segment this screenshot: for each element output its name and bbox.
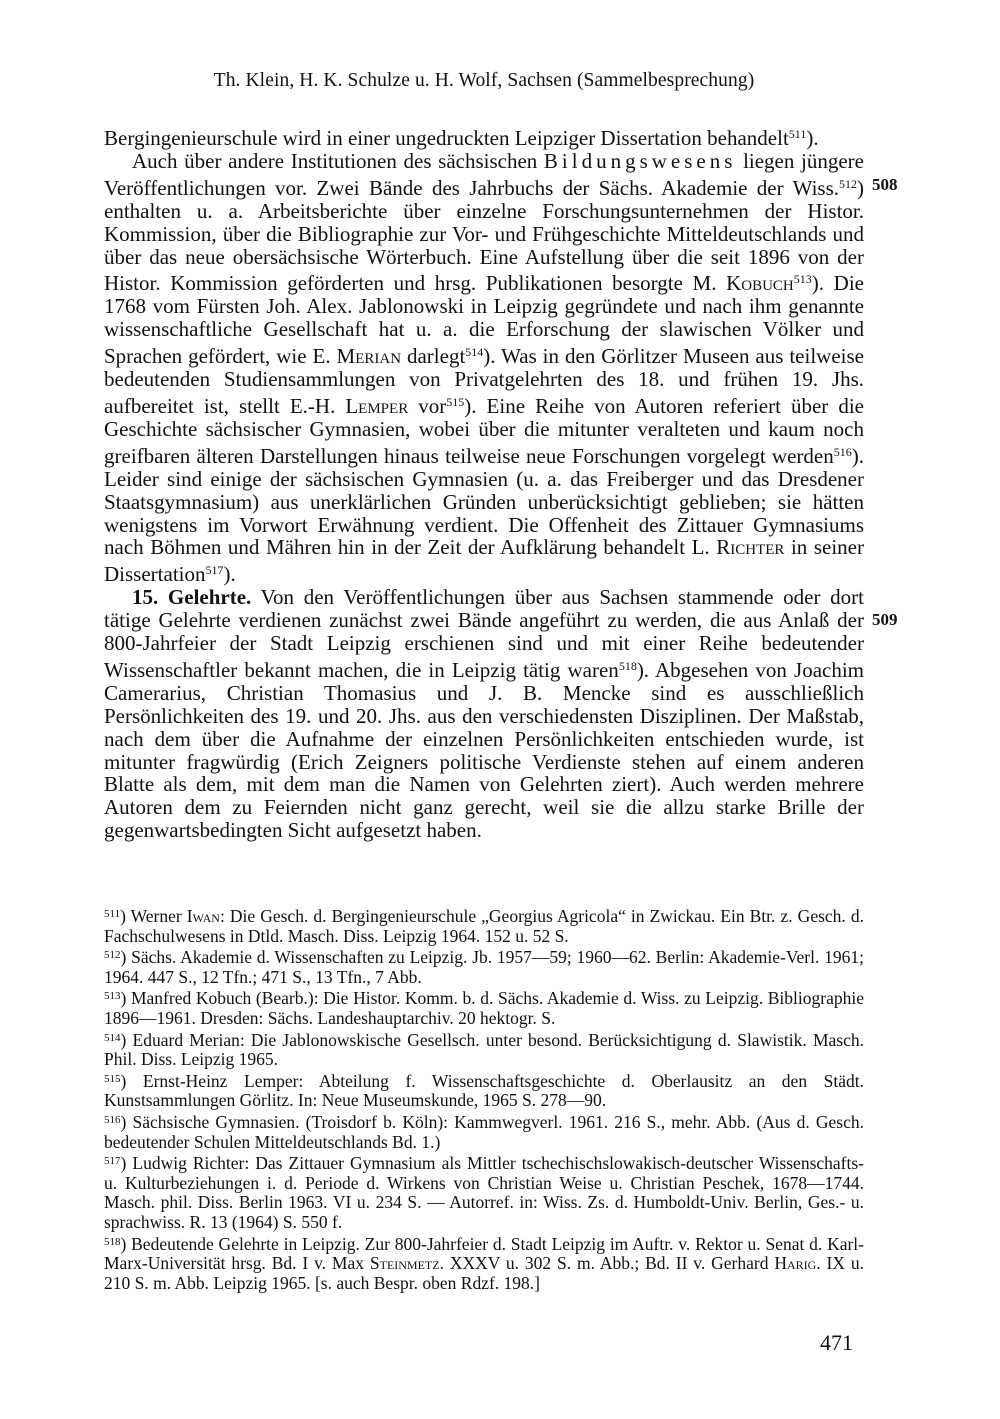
footnote-text: . XXXV u. 302 S. m. Abb.; Bd. II v. Gerhard [439, 1253, 775, 1274]
footnote-text: ) Manfred Kobuch (Bearb.): Die Histor. Komm. b. d. Sächs. Akademie d. Wiss. zu Leipzig. Bibliographie 1896—1961. Dresden: Sächs. Landeshauptarchiv. 20 hektogr. S. [104, 988, 864, 1028]
footnote-number: 514 [104, 1031, 121, 1044]
author-name: Steinmetz [369, 1253, 440, 1274]
footnote-513 [104, 987, 864, 1028]
paragraph-1 [104, 123, 864, 150]
paragraph-2 [104, 150, 864, 586]
margin-number-509: 509 [872, 610, 898, 629]
footnote-ref-512: 512 [839, 176, 857, 191]
author-name: Richter [716, 535, 785, 560]
running-header: Th. Klein, H. K. Schulze u. H. Wolf, Sachsen (Sammelbesprechung) [213, 70, 755, 91]
footnote-ref-516: 516 [833, 444, 852, 459]
footnote-number: 517 [104, 1155, 121, 1168]
footnote-text: ) Sächs. Akademie d. Wissenschaften zu Leipzig. Jb. 1957—59; 1960—62. Berlin: Akademie-Verl. 1961; 1964. 447 S., 12 Tfn.; 471 S., 13 Tfn., 7 Abb. [104, 947, 864, 987]
author-name: Harig [774, 1253, 817, 1274]
footnote-text: ) Eduard Merian: Die Jablonowskische Gesellsch. unter besond. Berücksichtigung d. Slawistik. Masch. Phil. Diss. Leipzig 1965. [104, 1029, 864, 1070]
footnote-ref-513: 513 [793, 272, 812, 287]
footnote-number: 513 [104, 990, 121, 1003]
text-run: Von den Veröffentlichungen über aus Sachsen stammende oder dort tätige Gelehrte verdienen zunächst zwei Bände angeführt zu werden, die aus Anlaß der 800-Jahrfeier der Stadt Leipzig erschienen sind und mit einer Reihe bedeutender Wissenschaftler bekannt machen, die in Leipzig tätig waren [104, 585, 864, 682]
text-run: Bergingenieurschule wird in einer ungedruckten Leipziger Dissertation behandelt [104, 126, 789, 150]
text-run: vor [408, 393, 447, 418]
author-name: Lemper [345, 393, 409, 418]
spaced-term: Bildungswesens [543, 148, 737, 173]
text-run: ). [223, 562, 236, 587]
text-run: darlegt [401, 344, 466, 369]
footnote-number: 516 [104, 1113, 121, 1126]
footnote-number: 518 [104, 1235, 121, 1248]
page-number: 471 [820, 1330, 853, 1355]
footnote-511 [104, 905, 864, 946]
text-run: ). Abgesehen von Joachim Camerarius, Christian Thomasius und J. B. Mencke sind es ausschließlich Persönlichkeiten des 19. und 20. Jhs. aus den verschiedensten Disziplinen. Der Maßstab, nach dem über die Aufnahme der einzelnen Persönlichkeiten entschieden wurde, ist mitunter fragwürdig (Erich Zeigners politische Verdienste stehen auf einem anderen Blatte als dem, mit dem man die Namen von Gelehrten ziert). Auch werden mehrere Autoren dem zu Feiernden nicht ganz gerecht, weil sie die allzu starke Brille der gegenwartsbedingten Sicht aufgesetzt haben. [104, 657, 865, 843]
text-run: liegen jüngere Veröffentlichungen vor. Zwei Bände des Jahrbuchs der Sächs. Akademie der Wiss. [104, 148, 864, 200]
paragraph-3 [104, 586, 864, 842]
author-name: Kobuch [726, 271, 794, 296]
footnote-ref-511: 511 [788, 127, 807, 141]
footnote-text: ) Werner [120, 906, 187, 926]
footnote-ref-515: 515 [446, 394, 465, 409]
author-name: Iwan [186, 906, 220, 926]
footnote-text: ) Bedeutende Gelehrte in Leipzig. Zur 800-Jahrfeier d. Stadt Leipzig im Auftr. v. Rektor u. Senat d. Karl-Marx-Universität hrsg. Bd. I v. Max [104, 1233, 864, 1274]
author-name: Merian [336, 344, 402, 369]
main-text [104, 123, 864, 842]
text-run: ). Leider sind einige der sächsischen Gymnasien (u. a. das Freiberger und das Dresdener Staatsgymnasium) aus unerklärlichen Gründen unberücksichtigt geblieben; sie hätten wenigstens im Vorwort Erwähnung verdient. Die Offenheit des Zittauer Gymnasiums nach Böhmen und Mähren hin in der Zeit der Aufklärung behandelt L. [104, 443, 864, 560]
footnote-text: ) Ludwig Richter: Das Zittauer Gymnasium als Mittler tschechischslowakisch-deutscher Wissenschafts- u. Kulturbeziehungen i. d. Periode d. Wirkens von Christian Weise u. Christian Peschek, 1678—1744. Masch. phil. Diss. Berlin 1963. VI u. 234 S. — Autorref. in: Wiss. Zs. d. Humboldt-Univ. Berlin, Ges.- u. sprachwiss. R. 13 (1964) S. 550 f. [104, 1153, 864, 1232]
footnote-text: ) Ernst-Heinz Lemper: Abteilung f. Wissenschaftsgeschichte d. Oberlausitz an den Städt. Kunstsammlungen Görlitz. In: Neue Museumskunde, 1965 S. 278—90. [104, 1070, 864, 1111]
margin-number-508: 508 [872, 175, 898, 194]
footnote-512 [104, 946, 864, 987]
text-run: Auch über andere Institutionen des sächsischen [132, 148, 544, 173]
footnote-number: 515 [104, 1072, 121, 1085]
footnote-number: 511 [104, 908, 121, 920]
footnote-516 [104, 1111, 864, 1152]
footnote-517 [104, 1152, 864, 1232]
footnote-text: . IX u. 210 S. m. Abb. Leipzig 1965. [s. auch Bespr. oben Rdzf. 198.] [104, 1253, 865, 1293]
footnote-number: 512 [104, 949, 121, 962]
text-run: ). Was in den Görlitzer Museen aus teilweise bedeutenden Studiensammlungen von Privatgelehrten des 18. und frühen 19. Jhs. aufbereitet ist, stellt E.-H. [104, 344, 864, 418]
section-heading: 15. Gelehrte. [132, 585, 252, 610]
footnote-518 [104, 1233, 864, 1294]
text-run: ). Eine Reihe von Autoren referiert über die Geschichte sächsischer Gymnasien, wobei über die mitunter veralteten und kaum noch greifbaren älteren Darstellungen hinaus teilweise neue Forschungen vorgelegt werden [104, 393, 864, 468]
text-run: ). Die 1768 vom Fürsten Joh. Alex. Jablonowski in Leipzig gegründete und nach ihm genannte wissenschaftliche Gesellschaft hat u. a. die Erforschung der slawischen Völker und Sprachen gefördert, wie E. [104, 271, 864, 369]
text-run: in seiner Dissertation [104, 535, 864, 587]
footnote-ref-514: 514 [465, 345, 484, 360]
text-run: ) enthalten u. a. Arbeitsberichte über einzelne Forschungsunternehmen der Histor. Kommission, über die Bibliographie zur Vor- und Frühgeschichte Mitteldeutschlands und über das neue obersächsische Wörterbuch. Eine Aufstellung über die seit 1896 von der Histor. Kommission geförderten und hrsg. Publikationen besorgte M. [104, 175, 864, 296]
footnote-515 [104, 1070, 864, 1111]
footnote-text: : Die Gesch. d. Bergingenieurschule „Georgius Agricola“ in Zwickau. Ein Btr. z. Gesch. d. Fachschulwesens in Dtld. Masch. Diss. Leipzig 1964. 152 u. 52 S. [104, 906, 864, 946]
footnotes [104, 905, 864, 1293]
text-run: ). [806, 126, 819, 150]
footnote-text: ) Sächsische Gymnasien. (Troisdorf b. Köln): Kammwegverl. 1961. 216 S., mehr. Abb. (Aus d. Gesch. bedeutender Schulen Mitteldeutschlands Bd. 1.) [104, 1111, 864, 1152]
footnote-514 [104, 1029, 864, 1070]
footnote-ref-518: 518 [618, 658, 637, 673]
footnote-ref-517: 517 [205, 563, 224, 578]
